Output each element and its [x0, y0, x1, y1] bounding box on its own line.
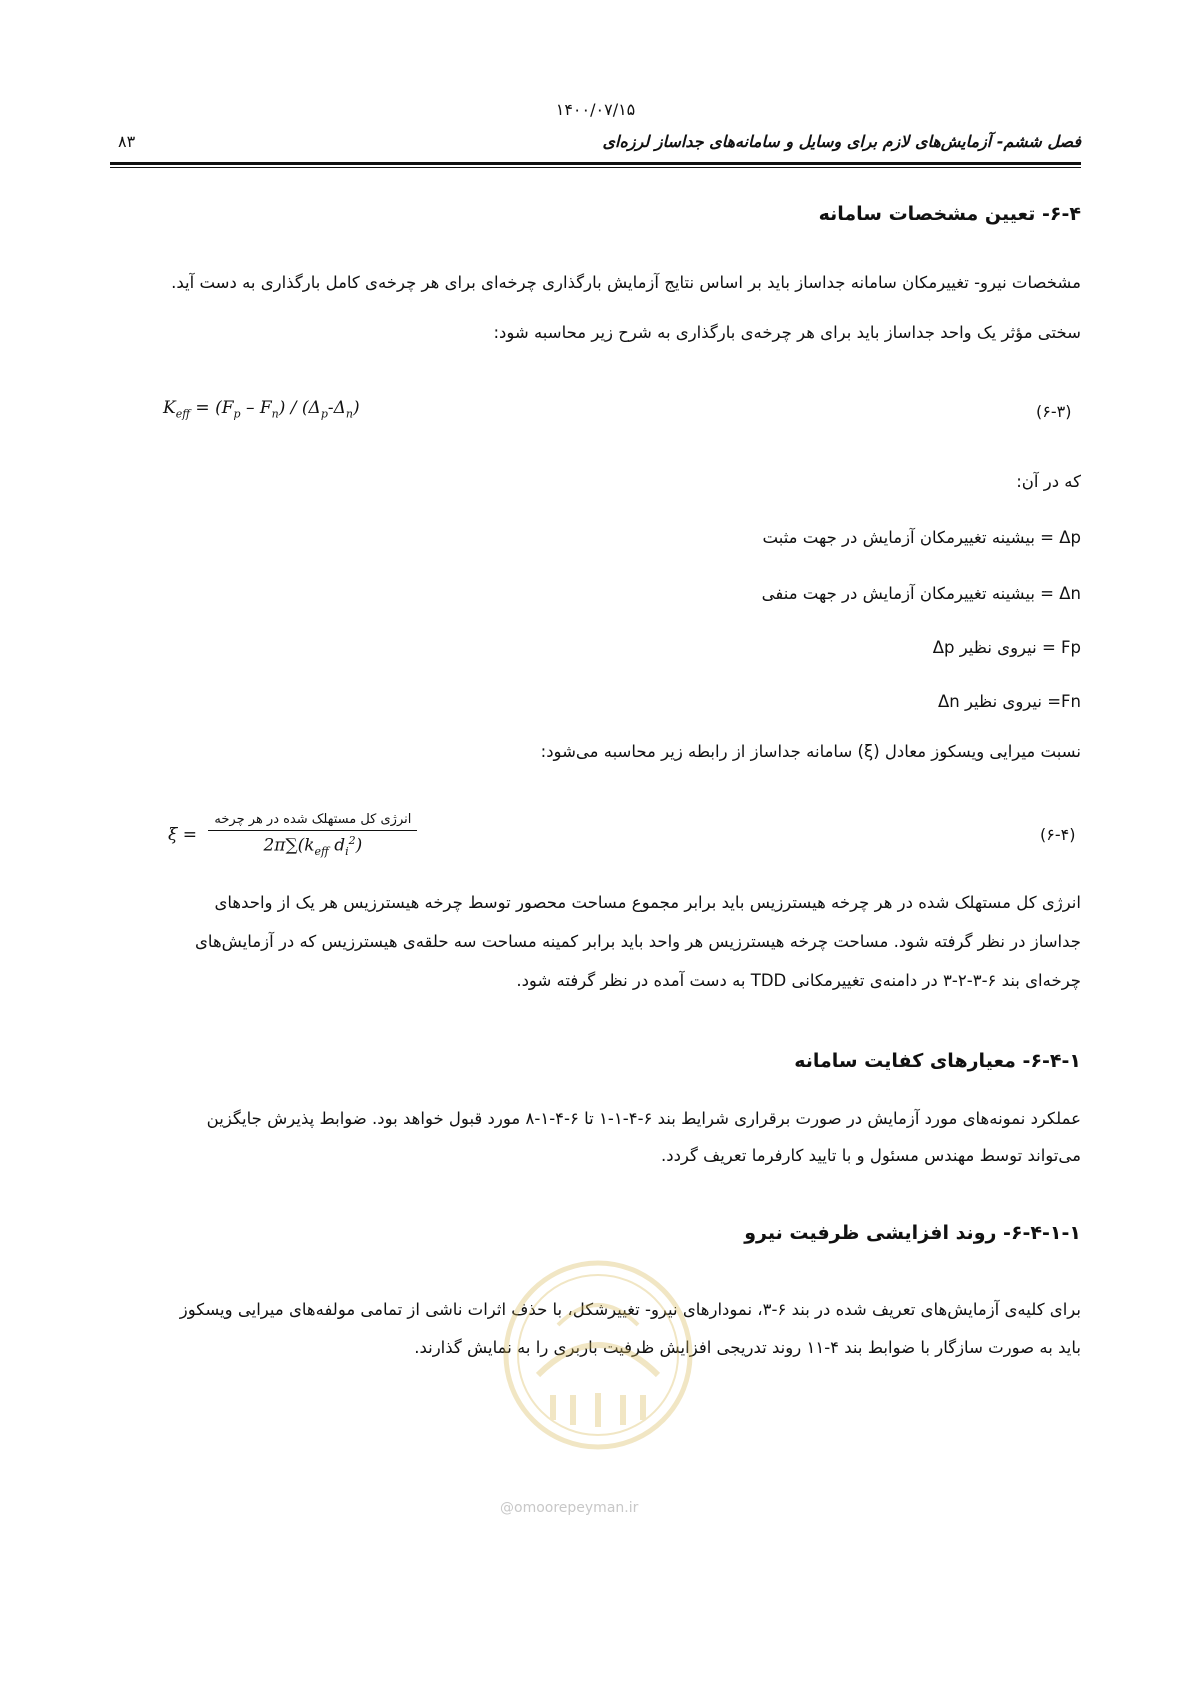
paragraph-line: چرخه‌ای بند ۶-۳-۲-۳ در دامنه‌ی تغییرمکانی TDD به دست آمده در نظر گرفته شود. — [516, 971, 1081, 990]
equation-denominator: $2\pi\sum(k_{eff}$ $d_i^2$) — [263, 834, 363, 859]
equation-number: (۶-۴) — [1040, 825, 1076, 844]
definition-fp: Fp = نیروی نظیر Δp — [932, 638, 1081, 657]
watermark-text: @omoorepeyman.ir — [500, 1500, 639, 1516]
paragraph-line: می‌تواند توسط مهندس مسئول و با تایید کارفرما تعریف گردد. — [660, 1146, 1081, 1165]
section-heading-6-4-1-1: ۶-۴-۱-۱- روند افزایشی ظرفیت نیرو — [744, 1222, 1081, 1244]
damping-intro: نسبت میرایی ویسکوز معادل (ξ) سامانه جداساز از رابطه زیر محاسبه می‌شود: — [540, 742, 1081, 761]
paragraph-line: مشخصات نیرو- تغییرمکان سامانه جداساز باید بر اساس نتایج آزمایش بارگذاری چرخه‌ای برای هر چرخه‌ی کامل بارگذاری به دست آید. — [171, 273, 1081, 292]
header-date: ۱۴۰۰/۰۷/۱۵ — [555, 100, 636, 119]
where-intro: که در آن: — [1016, 472, 1081, 491]
definition-delta-p: Δp = بیشینه تغییرمکان آزمایش در جهت مثبت — [762, 528, 1081, 547]
equation-lhs: ξ = — [168, 825, 198, 846]
paragraph-line: انرژی کل مستهلک شده در هر چرخه هیسترزیس باید برابر مجموع مساحت محصور توسط چرخه هیسترزیس هر یک از واحدهای — [214, 893, 1081, 912]
header-rule-thick — [110, 162, 1081, 165]
definition-fn: Fn= نیروی نظیر Δn — [937, 692, 1081, 711]
paragraph-line: جداساز در نظر گرفته شود. مساحت چرخه هیسترزیس هر واحد باید برابر کمینه مساحت سه حلقه‌ی هیسترزیس که در آزمایش‌های — [195, 932, 1081, 951]
header-chapter-title: فصل ششم- آزمایش‌های لازم برای وسایل و سامانه‌های جداساز لرزه‌ای — [602, 132, 1081, 151]
equation-numerator: انرژی کل مستهلک شده در هر چرخه — [208, 812, 417, 831]
paragraph-line: عملکرد نمونه‌های مورد آزمایش در صورت برقراری شرایط بند ۶-۴-۱-۱ تا ۶-۴-۱-۸ مورد قبول خواهد بود. ضوابط پذیرش جایگزین — [206, 1109, 1081, 1128]
equation-formula: $K_{eff} = (F_p - F_n) / (\Delta_p-\Delta_n)$ — [163, 398, 360, 421]
paragraph-line: باید به صورت سازگار با ضوابط بند ۴-۱۱ روند تدریجی افزایش ظرفیت باربری را به نمایش گذارند. — [414, 1338, 1081, 1357]
header-page-number: ۸۳ — [118, 132, 136, 151]
equation-keff — [163, 398, 360, 420]
section-heading-6-4-1: ۶-۴-۱- معیارهای کفایت سامانه — [794, 1050, 1081, 1072]
equation-damping — [168, 812, 417, 858]
paragraph-line: سختی مؤثر یک واحد جداساز باید برای هر چرخه‌ی بارگذاری به شرح زیر محاسبه شود: — [493, 323, 1081, 342]
equation-number: (۶-۳) — [1036, 402, 1072, 421]
equation-fraction — [208, 812, 417, 858]
paragraph-line: برای کلیه‌ی آزمایش‌های تعریف شده در بند ۶-۳، نمودارهای نیرو- تغییرشکل، با حذف اثرات ناشی از تمامی مولفه‌های میرایی ویسکوز — [179, 1300, 1081, 1319]
section-heading-6-4: ۶-۴- تعیین مشخصات سامانه — [818, 203, 1081, 225]
watermark-logo-icon — [498, 1255, 698, 1455]
definition-delta-n: Δn = بیشینه تغییرمکان آزمایش در جهت منفی — [761, 584, 1081, 603]
header-rule-thin — [110, 167, 1081, 168]
